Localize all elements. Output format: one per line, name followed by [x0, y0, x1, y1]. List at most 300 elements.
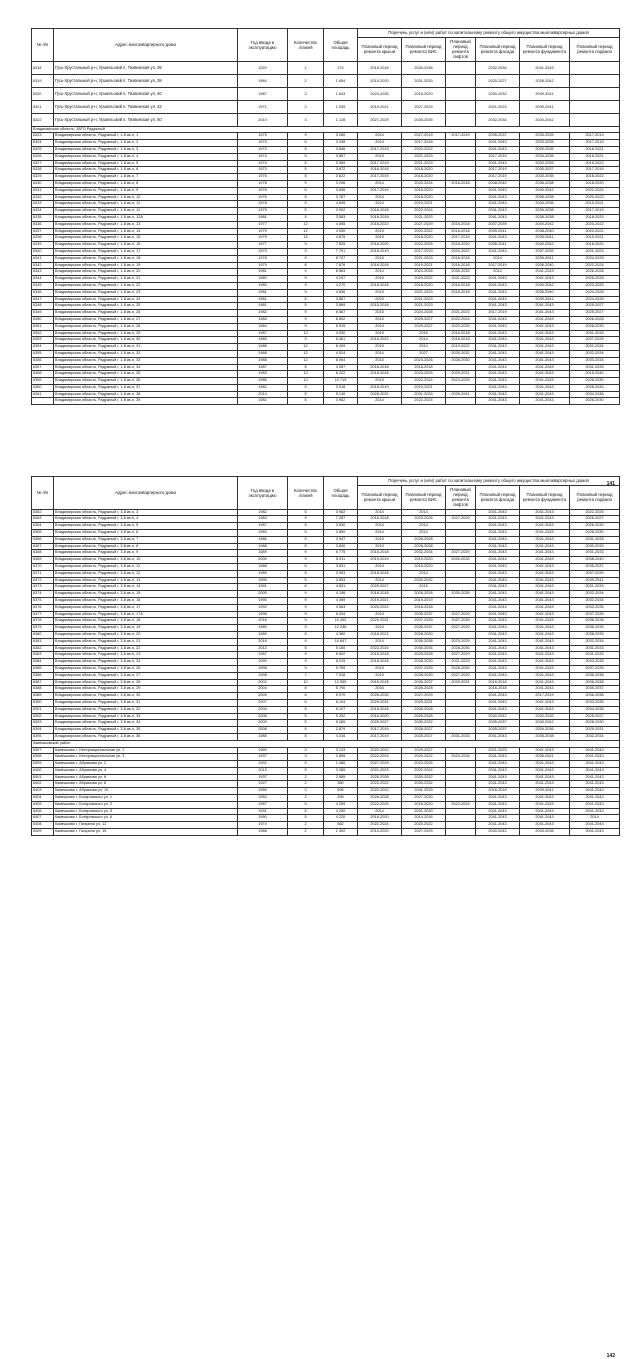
row-foundation-period: 2041-2043 [520, 808, 570, 815]
row-year: 1979 [238, 228, 288, 235]
row-vis-period: 2023-2025 [402, 761, 446, 768]
row-year: 1992 [238, 761, 288, 768]
row-address: Владимирская область, Радужный г, 3-й кв-л, 4 [54, 516, 238, 523]
row-address: Камешково г, Абрамова ул, 2 [54, 761, 238, 768]
row-address: Владимирская область, Радужный г, 3-й кв-л, 30 [54, 693, 238, 700]
row-roof-period: 2015 [358, 316, 402, 323]
row-lift-period [446, 61, 476, 74]
row-foundation-period: 2036-2041 [520, 754, 570, 761]
row-year: 1990 [238, 815, 288, 822]
row-facade-period: 2041-2043 [476, 591, 520, 598]
row-basement-period: 2026-2028 [570, 276, 620, 283]
table-row [32, 113, 620, 126]
row-year: 1990 [238, 659, 288, 666]
table-row [32, 323, 620, 330]
row-foundation-period: 2036-2040 [520, 289, 570, 296]
row-year: 1984 [238, 74, 288, 87]
row-roof-period: 2016-2018 [358, 679, 402, 686]
row-floors: 2 [288, 87, 324, 100]
row-basement-period: 2028-2030 [570, 323, 620, 330]
row-vis-period: 2018-2020 [402, 167, 446, 174]
row-lift-period [446, 815, 476, 822]
register-page-141 [31, 28, 619, 487]
row-vis-period: 2020-2022 [402, 147, 446, 154]
row-number: 6319 [32, 74, 54, 87]
row-lift-period: 2016-2018 [446, 262, 476, 269]
row-basement-period: 2022-2024 [570, 187, 620, 194]
row-basement-period: 2041-2043 [570, 767, 620, 774]
row-basement-period: 2041-2043 [570, 781, 620, 788]
row-basement-period: 2018-2022 [570, 174, 620, 181]
row-facade-period: 2041-2043 [476, 289, 520, 296]
row-address: Владимирская область, Радужный г, 3-й кв-л, 36 [54, 733, 238, 740]
row-year: 1982 [238, 509, 288, 516]
col-facade-header: Плановый период ремонта фасада [476, 485, 520, 509]
row-basement-period: 2017-2019 [570, 208, 620, 215]
row-number: 6323 [32, 133, 54, 140]
row-basement-period: 2017-2019 [570, 167, 620, 174]
row-floors: 5 [288, 815, 324, 822]
row-vis-period: 2022-2024 [402, 767, 446, 774]
table-row [32, 584, 620, 591]
row-floors: 10 [288, 679, 324, 686]
works-group-header: Перечень услуг и (или) работ по капитальному ремонту общего имущества многоквартирных домов [358, 29, 620, 38]
row-basement-period: 2036-2038 [570, 693, 620, 700]
table-row [32, 754, 620, 761]
works-group-header: Перечень услуг и (или) работ по капитальному ремонту общего имущества многоквартирных домов [358, 477, 620, 486]
row-basement-period: 2035-2037 [570, 686, 620, 693]
row-address: Владимирская область, Радужный г, 3-й кв-л, 24 [54, 659, 238, 666]
row-number: 6351 [32, 323, 54, 330]
row-address: Владимирская область, Радужный г, 1-й кв-л, 4 [54, 153, 238, 160]
row-vis-period: 2014-2016 [402, 815, 446, 822]
row-floors: 2 [288, 774, 324, 781]
row-lift-period: 2027-2029 [446, 611, 476, 618]
row-roof-period: 2016-2018 [358, 591, 402, 598]
row-floors: 9 [288, 242, 324, 249]
row-number: 6328 [32, 167, 54, 174]
row-number: 6381 [32, 638, 54, 645]
row-year: 1982 [238, 398, 288, 405]
row-basement-period: 2036-2038 [570, 618, 620, 625]
row-area: 2 585 [324, 774, 358, 781]
col-foundation-header: Плановый период ремонта фундамента [520, 485, 570, 509]
row-area: 3 622 [324, 174, 358, 181]
row-basement-period: 2028-2030 [570, 384, 620, 391]
row-number: 6343 [32, 269, 54, 276]
row-floors: 2 [288, 788, 324, 795]
row-area: 4 836 [324, 289, 358, 296]
row-lift-period: 2019-2022 [446, 344, 476, 351]
row-lift-period [446, 100, 476, 113]
row-year: 2002 [238, 679, 288, 686]
row-basement-period: 2022-2024 [570, 262, 620, 269]
row-facade-period: 2016-2018 [476, 788, 520, 795]
row-vis-period: 2021-2023 [402, 296, 446, 303]
row-lift-period [446, 563, 476, 570]
row-area: 3 962 [324, 398, 358, 405]
row-facade-period: 2041-2043 [476, 378, 520, 385]
row-basement-period: 2017-2019 [570, 133, 620, 140]
row-floors: 5 [288, 713, 324, 720]
col-num-header: № п/п [32, 477, 54, 510]
row-lift-period: 2017-2019 [446, 235, 476, 242]
row-floors: 9 [288, 604, 324, 611]
row-address: Владимирская область, Радужный г, 1-й кв-л, 9 [54, 187, 238, 194]
row-lift-period: 2016-2018 [446, 330, 476, 337]
row-lift-period [446, 113, 476, 126]
row-roof-period: 2017-2019 [358, 733, 402, 740]
row-basement-period: 2020-2022 [570, 228, 620, 235]
table-row [32, 303, 620, 310]
row-area: 8 707 [324, 255, 358, 262]
row-number: 6352 [32, 330, 54, 337]
row-basement-period: 2037-2039 [570, 611, 620, 618]
row-lift-period: 2022-2024 [446, 316, 476, 323]
row-facade-period: 2041-2043 [476, 147, 520, 154]
row-year: 1927 [238, 781, 288, 788]
row-roof-period: 2022-2024 [358, 645, 402, 652]
row-lift-period [446, 822, 476, 829]
row-address: Владимирская область, Радужный г, 3-й кв-л, 13 [54, 577, 238, 584]
table-row [32, 686, 620, 693]
row-foundation-period: 2038-2042 [520, 74, 570, 87]
table-row [32, 706, 620, 713]
row-number: 6356 [32, 357, 54, 364]
table-row [32, 310, 620, 317]
row-foundation-period: 2035-2039 [520, 133, 570, 140]
table-row [32, 557, 620, 564]
row-lift-period [446, 699, 476, 706]
row-lift-period [446, 713, 476, 720]
row-foundation-period: 2035-2037 [520, 167, 570, 174]
row-area: 5 790 [324, 686, 358, 693]
row-floors: 5 [288, 398, 324, 405]
row-year: 1998 [238, 672, 288, 679]
row-roof-period: 2014 [358, 180, 402, 187]
row-floors: 5 [288, 720, 324, 727]
row-foundation-period: 2041-2043 [520, 611, 570, 618]
row-address: Камешково г, Абрамова ул, 10 [54, 788, 238, 795]
row-address: Камешково г, Ботаровского ул, 1 [54, 795, 238, 802]
row-year: 1986 [238, 536, 288, 543]
row-lift-period [446, 296, 476, 303]
row-floors: 9 [288, 180, 324, 187]
row-roof-period: 2015 [358, 276, 402, 283]
row-year: 1983 [238, 316, 288, 323]
row-year: 1953 [238, 795, 288, 802]
row-area: 12 555 [324, 679, 358, 686]
table-row [32, 180, 620, 187]
row-vis-period: 2019-2020 [402, 557, 446, 564]
row-area: 3 902 [324, 208, 358, 215]
table-row [32, 652, 620, 659]
section-heading: Владимирская область, ЗАТО Радужный [32, 126, 620, 133]
row-foundation-period: 2039-2041 [520, 296, 570, 303]
row-foundation-period: 2041-2043 [520, 543, 570, 550]
row-area: 6 602 [324, 316, 358, 323]
row-basement-period: 2016-2021 [570, 147, 620, 154]
row-facade-period: 2041-2043 [476, 672, 520, 679]
row-foundation-period: 2041-2043 [520, 577, 570, 584]
row-number: 6398 [32, 754, 54, 761]
row-basement-period: 2033-2035 [570, 699, 620, 706]
row-basement-period: 2018-2020 [570, 180, 620, 187]
row-lift-period [446, 781, 476, 788]
row-vis-period: 2029-2031 [402, 699, 446, 706]
row-facade-period: 2041-2043 [476, 754, 520, 761]
row-foundation-period: 2030-2032 [520, 713, 570, 720]
col-year-header: Год ввода в эксплуатацию [238, 29, 288, 62]
row-basement-period: 2018-2040 [570, 371, 620, 378]
row-lift-period: 2018-2020 [446, 242, 476, 249]
row-number: 6344 [32, 276, 54, 283]
row-area: 3 947 [324, 536, 358, 543]
table-row [32, 174, 620, 181]
row-number: 6409 [32, 829, 54, 836]
row-area: 506 [324, 788, 358, 795]
row-address: Камешково г, Абрамова ул, 6 [54, 774, 238, 781]
row-address: Владимирская область, Радужный г, 1-й кв-л, 18 [54, 255, 238, 262]
col-year-header: Год ввода в эксплуатацию [238, 477, 288, 510]
row-floors: 5 [288, 767, 324, 774]
row-lift-period [446, 530, 476, 537]
row-area: 8 409 [324, 344, 358, 351]
row-area: 4 605 [324, 201, 358, 208]
row-foundation-period: 2033-2035 [520, 140, 570, 147]
row-lift-period [446, 597, 476, 604]
table-row [32, 509, 620, 516]
row-floors: 5 [288, 645, 324, 652]
row-address: Владимирская область, Радужный г, 3-й кв-л, 23 [54, 652, 238, 659]
row-area: 4 563 [324, 604, 358, 611]
row-lift-period: 2027-2029 [446, 550, 476, 557]
row-year: 1990 [238, 597, 288, 604]
row-foundation-period: 2041-2043 [520, 706, 570, 713]
row-year: 1973 [238, 140, 288, 147]
row-address: Владимирская область, Радужный г, 1-й кв-л, 34 [54, 364, 238, 371]
row-foundation-period: 2041-2043 [520, 774, 570, 781]
row-number: 6394 [32, 727, 54, 734]
row-number: 6330 [32, 180, 54, 187]
table-row [32, 550, 620, 557]
row-floors: 5 [288, 543, 324, 550]
row-floors: 5 [288, 214, 324, 221]
row-address: Камешково г, Абрамова ул, 4 [54, 767, 238, 774]
row-basement-period: 2041-2043 [570, 761, 620, 768]
row-floors: 12 [288, 344, 324, 351]
row-floors: 5 [288, 563, 324, 570]
row-foundation-period: 2036-2038 [520, 733, 570, 740]
row-floors: 9 [288, 618, 324, 625]
row-basement-period: 2031-2033 [570, 645, 620, 652]
row-number: 6372 [32, 577, 54, 584]
table-row [32, 788, 620, 795]
row-roof-period: 2014-2020 [358, 829, 402, 836]
row-address: Владимирская область, Радужный г, 1-й кв-л, 3 [54, 147, 238, 154]
row-floors: 5 [288, 530, 324, 537]
table-row [32, 577, 620, 584]
row-vis-period: 2026-2028 [402, 536, 446, 543]
row-roof-period: 2017-2019 [358, 147, 402, 154]
row-vis-period: 2035-2037 [402, 625, 446, 632]
row-year: 1989 [238, 625, 288, 632]
row-facade-period: 2041-2043 [476, 625, 520, 632]
row-floors: 5 [288, 391, 324, 398]
row-vis-period: 2032-2034 [402, 550, 446, 557]
row-floors: 3 [288, 754, 324, 761]
row-roof-period: 2015 [358, 289, 402, 296]
row-foundation-period: 2039-2041 [520, 235, 570, 242]
row-facade-period: 2041-2043 [476, 659, 520, 666]
table-row [32, 153, 620, 160]
row-year: 2004 [238, 706, 288, 713]
row-vis-period: 2018-2020 [402, 174, 446, 181]
col-vis-header: Плановый период ремонта ВИС [402, 37, 446, 61]
row-year: 1989 [238, 570, 288, 577]
row-number: 6380 [32, 631, 54, 638]
table-row [32, 563, 620, 570]
row-vis-period: 2014 [402, 337, 446, 344]
row-foundation-period: 2041-2043 [520, 337, 570, 344]
row-basement-period: 2041-2043 [570, 788, 620, 795]
row-foundation-period: 2041-2043 [520, 330, 570, 337]
row-lift-period [446, 774, 476, 781]
row-year: 2005 [238, 693, 288, 700]
row-lift-period [446, 384, 476, 391]
row-facade-period: 2041-2043 [476, 563, 520, 570]
row-basement-period: 2029-2031 [570, 727, 620, 734]
row-floors: 5 [288, 201, 324, 208]
row-foundation-period: 2041-2043 [520, 597, 570, 604]
row-roof-period: 2027-2029 [358, 113, 402, 126]
row-foundation-period: 2041-2043 [520, 276, 570, 283]
row-area: 4 875 [324, 235, 358, 242]
row-address: Владимирская область, Радужный г, 1-й кв-л, 19 [54, 262, 238, 269]
row-lift-period [446, 303, 476, 310]
row-facade-period: 2041-2043 [476, 187, 520, 194]
row-floors: 5 [288, 167, 324, 174]
row-vis-period: 2034-2036 [402, 61, 446, 74]
row-facade-period: 2017-2019 [476, 153, 520, 160]
row-lift-period [446, 720, 476, 727]
row-floors: 9 [288, 276, 324, 283]
table-row [32, 133, 620, 140]
row-area: 3 296 [324, 180, 358, 187]
col-floors-header: Количество этажей [288, 29, 324, 62]
row-address: Владимирская область, Радужный г, 3-й кв-л, 7 [54, 536, 238, 543]
row-vis-period: 2022-2024 [402, 180, 446, 187]
row-floors: 5 [288, 194, 324, 201]
row-basement-period: 2038-2040 [570, 557, 620, 564]
row-basement-period: 2020-2022 [570, 194, 620, 201]
row-floors: 2 [288, 822, 324, 829]
row-facade-period: 2041-2043 [476, 570, 520, 577]
row-area: 6 587 [324, 310, 358, 317]
row-vis-period: 2015 [402, 584, 446, 591]
row-area: 3 869 [324, 303, 358, 310]
row-vis-period: 2020-2022 [402, 822, 446, 829]
row-floors: 5 [288, 384, 324, 391]
row-number: 6373 [32, 584, 54, 591]
row-foundation-period: 2041-2043 [520, 604, 570, 611]
row-address: Владимирская область, Радужный г, 3-й кв-л, 12 [54, 570, 238, 577]
row-address: Владимирская область, Радужный г, 1-й кв-л, 16 [54, 242, 238, 249]
row-year: 1979 [238, 248, 288, 255]
col-foundation-header: Плановый период ремонта фундамента [520, 37, 570, 61]
table-row [32, 248, 620, 255]
row-facade-period: 2041-2043 [476, 536, 520, 543]
row-foundation-period: 2041-2043 [520, 795, 570, 802]
row-floors: 2 [288, 795, 324, 802]
row-lift-period [446, 167, 476, 174]
row-year: 1975 [238, 133, 288, 140]
row-address: Владимирская область, Радужный г, 1-й кв-л, 23 [54, 289, 238, 296]
row-foundation-period: 2041-2043 [520, 310, 570, 317]
row-year: 1987 [238, 364, 288, 371]
row-facade-period: 2025-2027 [476, 74, 520, 87]
col-roof-header: Плановый период ремонта крыши [358, 37, 402, 61]
row-area: 3 593 [324, 570, 358, 577]
table-row [32, 201, 620, 208]
row-number: 6375 [32, 597, 54, 604]
row-area: 7 791 [324, 248, 358, 255]
row-area: 2 879 [324, 727, 358, 734]
row-facade-period: 2039-2041 [476, 228, 520, 235]
row-address: Владимирская область, Радужный г, 1-й кв-л, 31 [54, 344, 238, 351]
row-facade-period: 2041-2043 [476, 761, 520, 768]
row-year: 1985 [238, 733, 288, 740]
row-address: Камешково г, Интернациональная ул, 3 [54, 754, 238, 761]
row-year: 1983 [238, 516, 288, 523]
row-address: Владимирская область, Радужный г, 1-й кв-л, 30 [54, 337, 238, 344]
row-roof-period: 2015-2018 [358, 303, 402, 310]
row-address: Владимирская область, Радужный г, 1-й кв-л, 5 [54, 160, 238, 167]
row-roof-period: 2028-2031 [358, 391, 402, 398]
row-vis-period: 2019-2021 [402, 201, 446, 208]
col-basement-header: Плановый период ремонта подвала [570, 485, 620, 509]
row-floors: 6 [288, 584, 324, 591]
row-foundation-period: 2040-2042 [520, 242, 570, 249]
row-year: 1976 [238, 187, 288, 194]
row-foundation-period: 2041-2043 [520, 822, 570, 829]
row-floors: 12 [288, 350, 324, 357]
row-vis-period: 2027-2030 [402, 795, 446, 802]
row-foundation-period: 2040-2042 [520, 187, 570, 194]
row-roof-period: 2020-2022 [358, 747, 402, 754]
row-floors: 5 [288, 187, 324, 194]
row-vis-period: 2022-2024 [402, 378, 446, 385]
row-year: 1974 [238, 160, 288, 167]
row-lift-period: 2030-2032 [446, 557, 476, 564]
row-floors: 7 [288, 672, 324, 679]
row-facade-period: 2037-2039 [476, 221, 520, 228]
row-foundation-period: 2041-2043 [520, 767, 570, 774]
row-year: 1984 [238, 323, 288, 330]
row-basement-period: 2031-2033 [570, 584, 620, 591]
row-floors: 9 [288, 638, 324, 645]
row-number: 6327 [32, 160, 54, 167]
row-year: 1988 [238, 350, 288, 357]
row-number: 6399 [32, 761, 54, 768]
row-basement-period: 2031-2033 [570, 550, 620, 557]
row-roof-period: 2016-2018 [358, 214, 402, 221]
row-roof-period: 2014 [358, 269, 402, 276]
row-address: Владимирская область, Радужный г, 1-й кв-л, 8 [54, 180, 238, 187]
row-foundation-period: 2041-2043 [520, 679, 570, 686]
row-floors: 5 [288, 147, 324, 154]
row-roof-period: 2016 [358, 686, 402, 693]
